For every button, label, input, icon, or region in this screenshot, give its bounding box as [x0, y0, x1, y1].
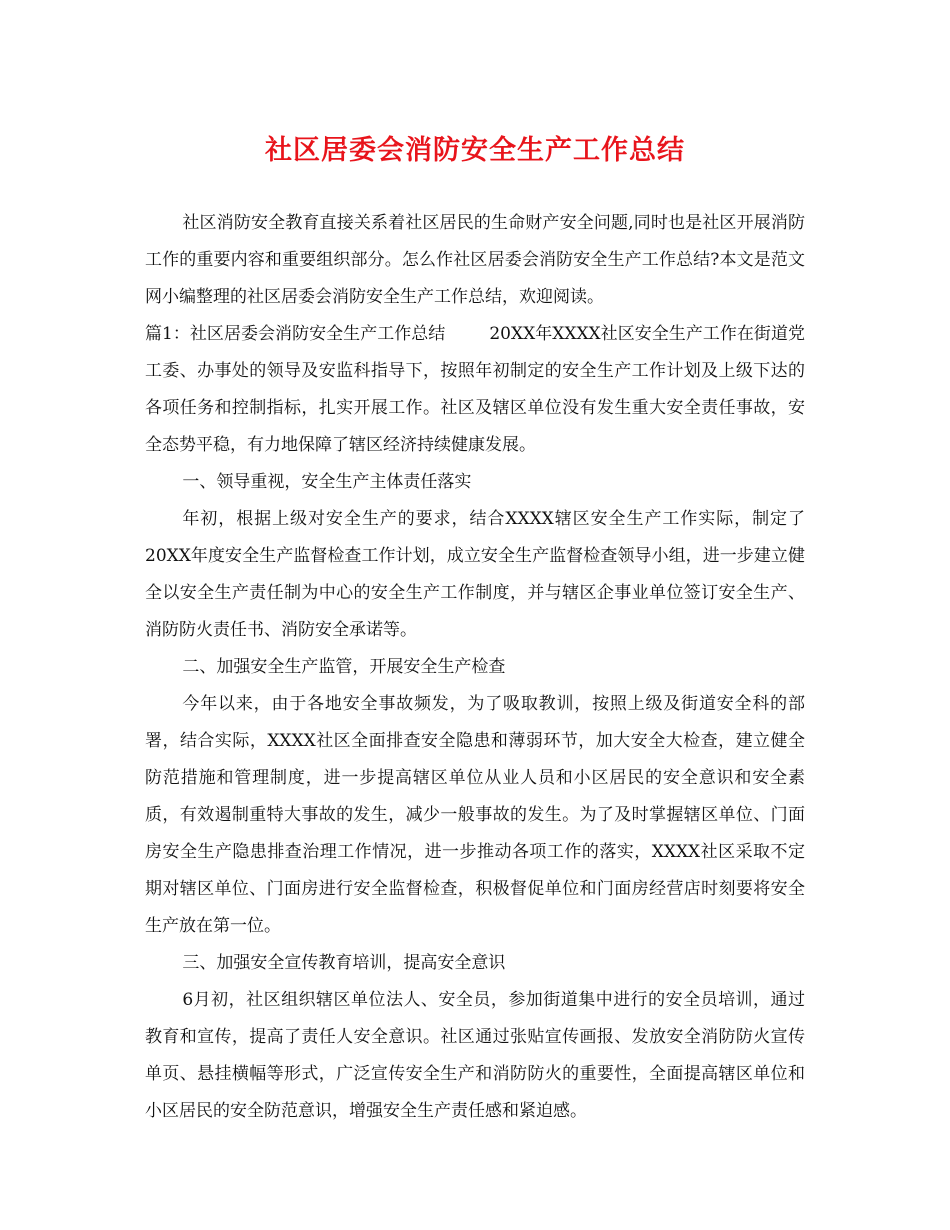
- chapter-label: 篇1：社区居委会消防安全生产工作总结: [145, 324, 446, 344]
- section-heading: 一、领导重视，安全生产主体责任落实: [182, 472, 472, 492]
- chapter-paragraph: [145, 316, 805, 464]
- section-heading: 三、加强安全宣传教育培训，提高安全意识: [182, 953, 506, 973]
- document-title: 社区居委会消防安全生产工作总结: [265, 135, 685, 166]
- intro-paragraph: 社区消防安全教育直接关系着社区居民的生命财产安全问题,同时也是社区开展消防工作的重要内容和重要组织部分。怎么作社区居委会消防安全生产工作总结?本文是范文网小编整理的社区居委会消防安全生产工作总结，欢迎阅读。: [145, 213, 805, 307]
- section-body: 年初，根据上级对安全生产的要求，结合XXXX辖区安全生产工作实际，制定了20XX年度安全生产监督检查工作计划，成立安全生产监督检查领导小组，进一步建立健全以安全生产责任制为中心的安全生产工作制度，并与辖区企事业单位签订安全生产、消防防火责任书、消防安全承诺等。: [145, 509, 805, 640]
- section-heading: 二、加强安全生产监管，开展安全生产检查: [182, 657, 506, 677]
- chapter-lead: 20XX年XXXX社区安全生产工作在街道党工委、办事处的领导及安监科指导下，按照年初制定的安全生产工作计划及上级下达的各项任务和控制指标，扎实开展工作。社区及辖区单位没有发生重大安全责任事故，安全态势平稳，有力地保障了辖区经济持续健康发展。: [145, 324, 805, 455]
- section-body: 今年以来，由于各地安全事故频发，为了吸取教训，按照上级及街道安全科的部署，结合实际，XXXX社区全面排查安全隐患和薄弱环节，加大安全大检查，建立健全防范措施和管理制度，进一步提高辖区单位从业人员和小区居民的安全意识和安全素质，有效遏制重特大事故的发生，减少一般事故的发生。为了及时掌握辖区单位、门面房安全生产隐患排查治理工作情况，进一步推动各项工作的落实，XXXX社区采取不定期对辖区单位、门面房进行安全监督检查，积极督促单位和门面房经营店时刻要将安全生产放在第一位。: [145, 694, 805, 936]
- section-body: 6月初，社区组织辖区单位法人、安全员，参加街道集中进行的安全员培训，通过教育和宣传，提高了责任人安全意识。社区通过张贴宣传画报、发放安全消防防火宣传单页、悬挂横幅等形式，广泛宣传安全生产和消防防火的重要性，全面提高辖区单位和小区居民的安全防范意识，增强安全生产责任感和紧迫感。: [145, 990, 805, 1121]
- document-body: [145, 205, 805, 1130]
